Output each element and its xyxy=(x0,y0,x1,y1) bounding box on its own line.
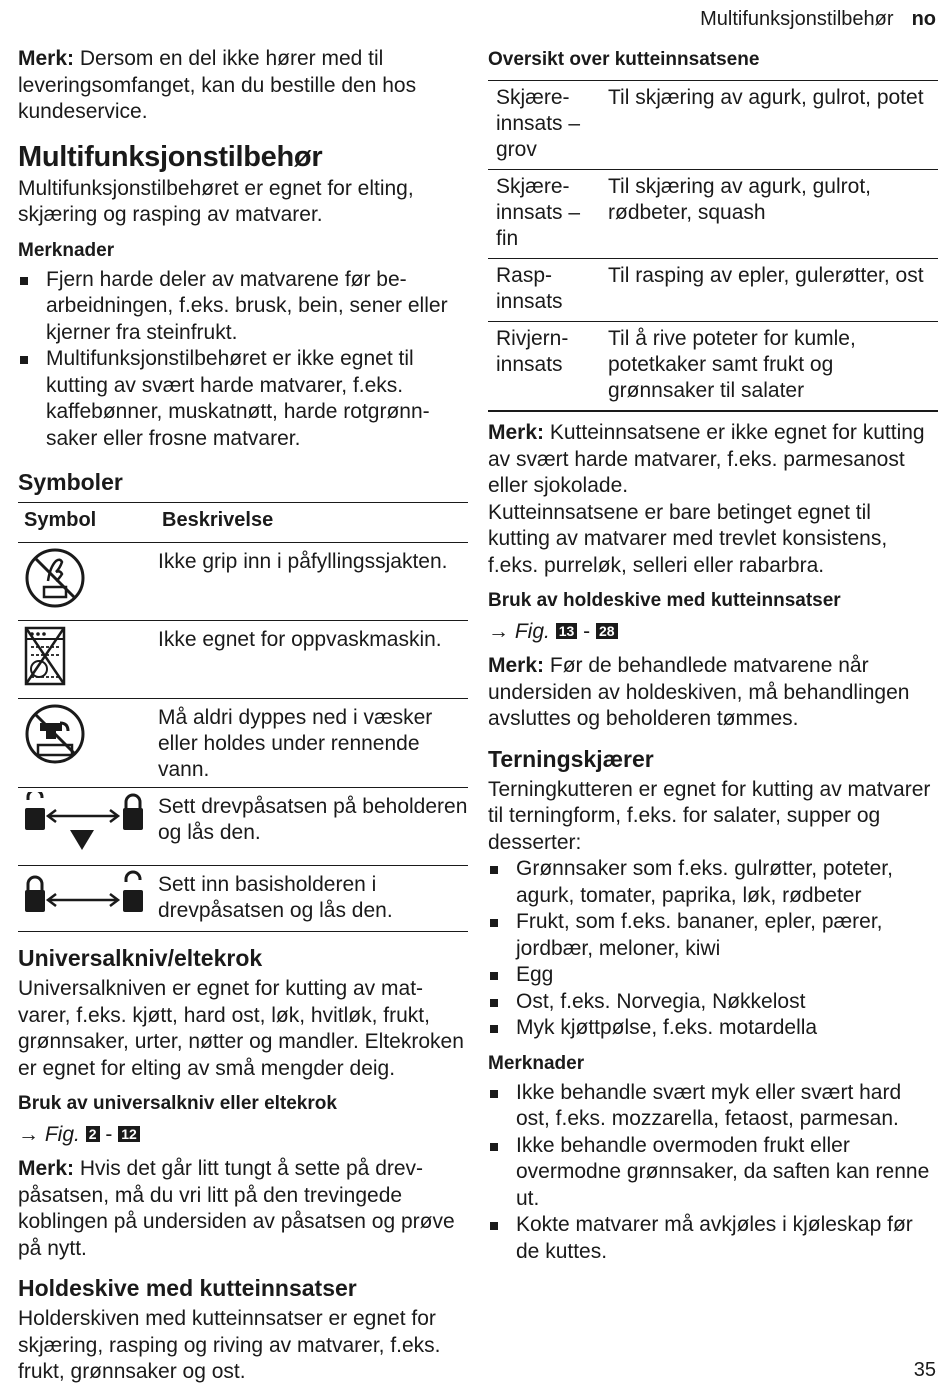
list-item xyxy=(488,962,938,989)
section-intro: Multifunksjonstilbehøret er egnet for elting, skjæring og rasping av matvarer. xyxy=(18,176,414,226)
symbols-table xyxy=(18,502,468,932)
knife-note xyxy=(18,1156,468,1262)
bullet-icon xyxy=(490,866,498,874)
insert-note-2: Kutteinnsatsene er bare betinget egnet til kutting av matvarer med trevlet konsistens, f.eks. purreløk, selleri eller rabarbra. xyxy=(488,500,888,577)
fig-number-end: 12 xyxy=(118,1126,140,1142)
dice-heading: Terningskjærer xyxy=(488,745,654,772)
knife-use-heading: Bruk av universalkniv eller eltekrok xyxy=(18,1093,337,1114)
symbol-desc: Må aldri dyppes ned i væsker eller holdes under rennende vann. xyxy=(158,699,468,788)
disc-text: Holderskiven med kutteinnsatser er egnet for skjæring, rasping og riving av matvarer, f.eks. frukt, grønnsaker og ost. xyxy=(18,1307,441,1383)
figure-reference xyxy=(488,617,938,647)
table-row xyxy=(18,543,468,621)
bullet-icon xyxy=(490,972,498,980)
symbol-cell xyxy=(18,699,158,788)
insert-desc: Til rasping av epler, gulerøtter, ost xyxy=(600,259,938,322)
header-language-code: no xyxy=(911,8,936,30)
list-item-text: Multifunksjonstilbehøret er ikke egnet til kutting av svært harde matvarer, f.eks. kaffebønner, muskatnøtt, harde rotgrønnsaker eller frosne matvarer. xyxy=(46,347,430,450)
insert-name: Skjæreinnsats – grov xyxy=(488,81,600,170)
symbol-desc: Sett inn basisholderen i drevpåsatsen og lås den. xyxy=(158,866,468,932)
intro-note xyxy=(18,46,468,126)
fig-label: Fig. xyxy=(514,620,550,643)
knife-heading: Universalkniv/eltekrok xyxy=(18,945,263,971)
right-column xyxy=(488,46,938,1265)
list-item-text: Fjern harde deler av matvarene før bearbeidningen, f.eks. brusk, bein, sener eller kjerner fra steinfrukt. xyxy=(46,267,448,344)
list-item-text: Ikke behandle svært myk eller svært hard ost, f.eks. mozzarella, fetaost, parmesan. xyxy=(516,1080,902,1130)
insert-name: Raspinnsats xyxy=(488,259,600,322)
knife-text: Universalkniven er egnet for kutting av matvarer, f.eks. kjøtt, hard ost, løk, hvitløk, frukt, grønnsaker, urter, nøtter og mandler. Eltekroken er egnet for elting av små mengder deig. xyxy=(18,977,464,1080)
lock-base-holder-icon xyxy=(22,870,146,920)
lock-drive-attachment-icon xyxy=(22,792,146,854)
symbol-cell xyxy=(18,543,158,621)
list-item-text: Ost, f.eks. Norvegia, Nøkkelost xyxy=(516,989,806,1013)
not-dishwasher-safe-icon xyxy=(22,625,68,687)
note-text: Kutteinnsatsene er ikke egnet for kutting av svært harde matvarer, f.eks. parmesanost eller sjokolade. xyxy=(488,421,925,497)
no-water-immersion-icon xyxy=(22,703,88,765)
table-row xyxy=(18,621,468,699)
symbol-desc: Ikke egnet for oppvaskmaskin. xyxy=(158,621,468,699)
table-row xyxy=(18,699,468,788)
list-item-text: Frukt, som f.eks. bananer, epler, pærer, jordbær, meloner, kiwi xyxy=(516,910,883,960)
notes-heading: Merknader xyxy=(18,239,115,261)
page-number: 35 xyxy=(913,1359,936,1381)
col-description: Beskrivelse xyxy=(158,503,468,543)
table-header-row xyxy=(18,503,468,543)
list-item-text: Ikke behandle overmoden frukt eller overmodne grønnsaker, da saften kan renne ut. xyxy=(516,1133,930,1210)
insert-desc: Til å rive poteter for kumle, potetkaker samt frukt og grønnsaker til salater xyxy=(600,322,938,412)
list-item-text: Egg xyxy=(516,963,554,986)
arrow-icon: → xyxy=(18,1123,39,1146)
note-text: Hvis det går litt tungt å sette på drevpåsatsen, må du vri litt på den trevingede koblingen på undersiden av påsatsen og prøve på nytt. xyxy=(18,1157,455,1260)
list-item xyxy=(488,1015,938,1042)
note-label: Merk: xyxy=(488,421,545,444)
arrow-icon: → xyxy=(488,620,509,643)
table-row xyxy=(18,788,468,866)
table-row xyxy=(488,259,938,322)
insert-note xyxy=(488,420,938,500)
fig-range-dash: - xyxy=(105,1123,113,1146)
list-item xyxy=(488,856,938,909)
list-item xyxy=(488,909,938,962)
overview-heading: Oversikt over kutteinnsatsene xyxy=(488,49,760,70)
dice-text: Terningkutteren er egnet for kutting av matvarer til terningform, f.eks. for salater, supper og desserter: xyxy=(488,777,931,854)
notes-list xyxy=(18,267,468,453)
bullet-icon xyxy=(490,1143,498,1151)
insert-desc: Til skjæring av agurk, gulrot, potet xyxy=(600,81,938,170)
symbol-cell xyxy=(18,866,158,932)
note-label: Merk: xyxy=(18,47,75,70)
fig-number-end: 28 xyxy=(596,623,618,639)
table-row xyxy=(488,81,938,170)
bullet-icon xyxy=(490,1222,498,1230)
page-header xyxy=(700,8,936,31)
fig-number-start: 2 xyxy=(86,1126,100,1142)
bullet-icon xyxy=(490,999,498,1007)
table-row xyxy=(488,170,938,259)
figure-reference xyxy=(18,1120,468,1150)
list-item xyxy=(488,1212,938,1265)
no-hand-in-chute-icon xyxy=(22,547,88,609)
fig-number-start: 13 xyxy=(556,623,578,639)
note-text: Dersom en del ikke hører med til leveringsomfanget, kan du bestille den hos kundeservice. xyxy=(18,47,417,123)
fig-label: Fig. xyxy=(44,1123,80,1146)
table-row xyxy=(488,322,938,412)
inserts-table xyxy=(488,80,938,412)
disc-heading: Holdeskive med kutteinnsatser xyxy=(18,1275,357,1301)
bullet-icon xyxy=(20,277,28,285)
dice-notes-heading: Merknader xyxy=(488,1052,585,1074)
list-item xyxy=(488,1133,938,1213)
note-text: Før de behandlede matvarene når undersiden av holdeskiven, må behandlingen avsluttes og beholderen tømmes. xyxy=(488,654,910,730)
list-item xyxy=(488,989,938,1016)
insert-name: Rivjerninnsats xyxy=(488,322,600,412)
col-symbol: Symbol xyxy=(18,503,158,543)
dice-list xyxy=(488,856,938,1042)
header-section-title: Multifunksjonstilbehør xyxy=(700,8,894,30)
symbols-heading: Symboler xyxy=(18,469,123,495)
list-item xyxy=(18,346,468,452)
insert-desc: Til skjæring av agurk, gulrot, rødbeter, squash xyxy=(600,170,938,259)
list-item-text: Myk kjøttpølse, f.eks. motardella xyxy=(516,1016,818,1039)
bullet-icon xyxy=(20,356,28,364)
dice-notes-list xyxy=(488,1080,938,1266)
list-item-text: Kokte matvarer må avkjøles i kjøleskap før de kuttes. xyxy=(516,1213,913,1263)
bullet-icon xyxy=(490,1025,498,1033)
table-row xyxy=(18,866,468,932)
symbol-desc: Sett drevpåsatsen på beholderen og lås den. xyxy=(158,788,468,866)
disc-use-heading: Bruk av holdeskive med kutteinnsatser xyxy=(488,590,841,611)
left-column xyxy=(18,46,468,1386)
insert-name: Skjæreinnsats – fin xyxy=(488,170,600,259)
list-item xyxy=(488,1080,938,1133)
section-title: Multifunksjonstilbehør xyxy=(18,140,323,173)
symbol-cell xyxy=(18,621,158,699)
note-label: Merk: xyxy=(488,654,545,677)
symbol-desc: Ikke grip inn i påfyllingssjakten. xyxy=(158,543,468,621)
bullet-icon xyxy=(490,1090,498,1098)
note-label: Merk: xyxy=(18,1157,75,1180)
list-item xyxy=(18,267,468,347)
disc-note xyxy=(488,653,938,733)
list-item-text: Grønnsaker som f.eks. gulrøtter, poteter, agurk, tomater, paprika, løk, rødbeter xyxy=(516,857,893,907)
bullet-icon xyxy=(490,919,498,927)
symbol-cell xyxy=(18,788,158,866)
fig-range-dash: - xyxy=(583,620,591,643)
